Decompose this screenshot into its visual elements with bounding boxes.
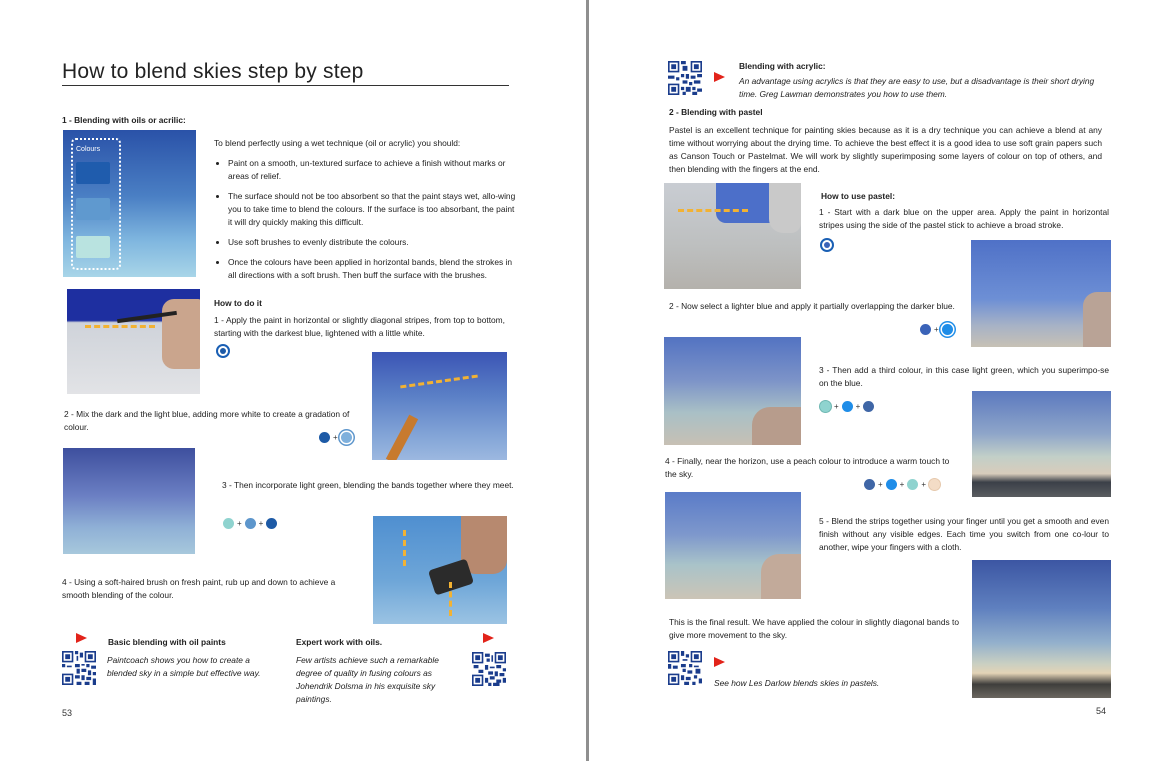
pastel-step2-text: 2 - Now select a lighter blue and apply it partially overlapping the darker blue. bbox=[669, 301, 955, 311]
color-dot-mid-blue bbox=[245, 518, 256, 529]
color-dot-bright-blue bbox=[842, 401, 853, 412]
step1-text: 1 - Apply the paint in horizontal or slightly diagonal stripes, from top to bottom, starting with the darkest blue, lightened with a little white. bbox=[214, 315, 505, 338]
qr-code-icon[interactable] bbox=[62, 651, 96, 685]
plus-icon: + bbox=[237, 519, 242, 528]
video2-desc: Few artists achieve such a remarkable degree of quality in fusing colours as Johendrik Dolsma in his exquisite sky paintings. bbox=[296, 655, 439, 704]
final-result-photo bbox=[972, 560, 1111, 698]
brush-shape bbox=[386, 415, 418, 460]
color-dot-light-green bbox=[223, 518, 234, 529]
pastel-step3-photo bbox=[664, 337, 801, 445]
play-icon[interactable] bbox=[714, 657, 725, 667]
color-dot-dark-blue bbox=[266, 518, 277, 529]
hand-shape bbox=[162, 299, 200, 369]
page-title: How to blend skies step by step bbox=[62, 60, 364, 83]
color-dot-light-green bbox=[820, 401, 831, 412]
color-dot-bright-blue bbox=[886, 479, 897, 490]
arrow-dashed bbox=[678, 209, 748, 212]
video3-desc[interactable]: See how Les Darlow blends skies in pastels. bbox=[714, 678, 880, 688]
bullet-list bbox=[214, 157, 520, 289]
intro-text: To blend perfectly using a wet technique (oil or acrylic) you should: bbox=[214, 138, 461, 148]
color-dot-light-green bbox=[907, 479, 918, 490]
swatch-dark-blue bbox=[76, 162, 110, 184]
hand-shape bbox=[1083, 292, 1111, 347]
bullet-item: • Paint on a smooth, un-textured surface to achieve a finish without marks or areas of relief. bbox=[228, 157, 520, 183]
pastel-step5-photo bbox=[665, 492, 801, 599]
bullet-item: • The surface should not be too absorbent so that the paint stays wet, allo-wing you to take time to blend the colours. If the surface is too absorbant, the paint it will dry quickly making this difficult. bbox=[228, 190, 520, 229]
plus-icon: + bbox=[899, 480, 905, 489]
plus-icon: + bbox=[878, 480, 883, 489]
pastel-step4-text: 4 - Finally, near the horizon, use a peach colour to introduce a warm touch to the sky. bbox=[665, 456, 950, 479]
plus-icon: + bbox=[258, 519, 264, 528]
bullet-item: • Once the colours have been applied in horizontal bands, blend the strokes in all directions with a soft brush. Then buff the surface with the brushes. bbox=[228, 256, 520, 282]
palette-image bbox=[63, 130, 196, 277]
pastel-step2-photo bbox=[971, 240, 1111, 347]
swatch-mid-blue bbox=[76, 198, 110, 220]
arrow-dashed bbox=[85, 325, 155, 328]
hand-shape bbox=[761, 554, 801, 599]
video2-title[interactable]: Expert work with oils. bbox=[296, 637, 383, 647]
color-dot-bright-blue bbox=[942, 324, 953, 335]
video1-desc: Paintcoach shows you how to create a blended sky in a simple but effective way. bbox=[107, 655, 261, 678]
qr-code-icon[interactable] bbox=[668, 651, 702, 685]
qr-code-icon[interactable] bbox=[668, 61, 702, 95]
plus-icon: + bbox=[921, 480, 927, 489]
pastel-how-to-heading: How to use pastel: bbox=[821, 191, 895, 201]
step2-text: 2 - Mix the dark and the light blue, adding more white to create a gradation of colour. bbox=[64, 409, 350, 432]
step3-text: 3 - Then incorporate light green, blending the bands together where they meet. bbox=[222, 480, 514, 490]
page-number: 54 bbox=[1096, 706, 1107, 716]
step3-photo bbox=[63, 448, 195, 554]
plus-icon: + bbox=[834, 402, 839, 411]
page-number: 53 bbox=[62, 708, 73, 718]
color-mix-step3 bbox=[223, 518, 277, 529]
pastel-step3-text: 3 - Then add a third colour, in this case light green, which you superimpo-se on the blue. bbox=[819, 365, 1109, 388]
play-icon[interactable] bbox=[76, 633, 87, 643]
qr-code-icon[interactable] bbox=[472, 652, 506, 686]
how-to-heading: How to do it bbox=[214, 298, 262, 308]
plus-icon: + bbox=[855, 402, 861, 411]
color-dot-mid-blue bbox=[341, 432, 352, 443]
plus-icon: + bbox=[333, 433, 338, 442]
swatch-light-green bbox=[76, 236, 110, 258]
video1-title[interactable]: Basic blending with oil paints bbox=[108, 637, 226, 647]
bullet-item: • Use soft brushes to evenly distribute the colours. bbox=[228, 236, 520, 249]
right-page bbox=[589, 0, 1170, 761]
palette-label: Colours bbox=[76, 146, 101, 153]
color-dot-dark-blue bbox=[920, 324, 931, 335]
section2-heading: 2 - Blending with pastel bbox=[669, 107, 763, 117]
pastel-step1-text: 1 - Start with a dark blue on the upper area. Apply the paint in horizontal stripes using the side of the pastel stick to achieve a broad stroke. bbox=[819, 207, 1109, 230]
pastel-step1-photo bbox=[664, 183, 801, 289]
color-dot-dark-blue bbox=[820, 238, 834, 252]
step2-photo bbox=[372, 352, 507, 460]
color-mix-pastel-step4 bbox=[864, 479, 940, 490]
acrylic-desc: An advantage using acrylics is that they are easy to use, but a disadvantage is their short drying time. Greg Lawman demonstrates you how to use them. bbox=[739, 76, 1095, 99]
play-icon[interactable] bbox=[483, 633, 494, 643]
title-underline bbox=[62, 85, 509, 86]
arrow-dashed bbox=[449, 582, 452, 616]
color-dot-dark-blue bbox=[319, 432, 330, 443]
color-dot-dark-blue bbox=[216, 344, 230, 358]
hand-shape bbox=[752, 407, 801, 445]
color-dot-dark-blue bbox=[863, 401, 874, 412]
final-result-text: This is the final result. We have applied the colour in slightly diagonal bands to give more movement to the sky. bbox=[669, 617, 959, 640]
color-mix-pastel-step2 bbox=[920, 324, 953, 335]
step1-photo bbox=[67, 289, 200, 394]
pastel-step5-text: 5 - Blend the strips together using your finger until you get a smooth and even finish without any visible edges. Each time you switch from one co-lour to another, wipe your fingers with a cloth. bbox=[819, 516, 1109, 552]
play-icon[interactable] bbox=[714, 72, 725, 82]
hand-shape bbox=[769, 183, 801, 233]
pastel-intro: Pastel is an excellent technique for painting skies because as it is a dry technique you can achieve a blend at any time without worrying about the drying time. To achieve the best effect it is a good idea to use soft grain papers such as Canson Touch or Pastelmat. We will work by slightly superimposing some layers of colour on top of others, and then blending with the fingers at the end. bbox=[669, 125, 1102, 174]
section1-heading: 1 - Blending with oils or acrilic: bbox=[62, 115, 186, 125]
step4-photo bbox=[373, 516, 507, 624]
arrow-dashed bbox=[400, 375, 478, 389]
pastel-step4-photo bbox=[972, 391, 1111, 497]
step4-text: 4 - Using a soft-haired brush on fresh paint, rub up and down to achieve a smooth blending of the colour. bbox=[62, 577, 336, 600]
plus-icon: + bbox=[934, 325, 939, 334]
color-mix-pastel-step3 bbox=[820, 401, 874, 412]
color-dot-dark-blue bbox=[864, 479, 875, 490]
color-dot-peach bbox=[929, 479, 940, 490]
arrow-dashed bbox=[403, 530, 406, 566]
color-mix-step2 bbox=[319, 432, 352, 443]
acrylic-title[interactable]: Blending with acrylic: bbox=[739, 61, 826, 71]
